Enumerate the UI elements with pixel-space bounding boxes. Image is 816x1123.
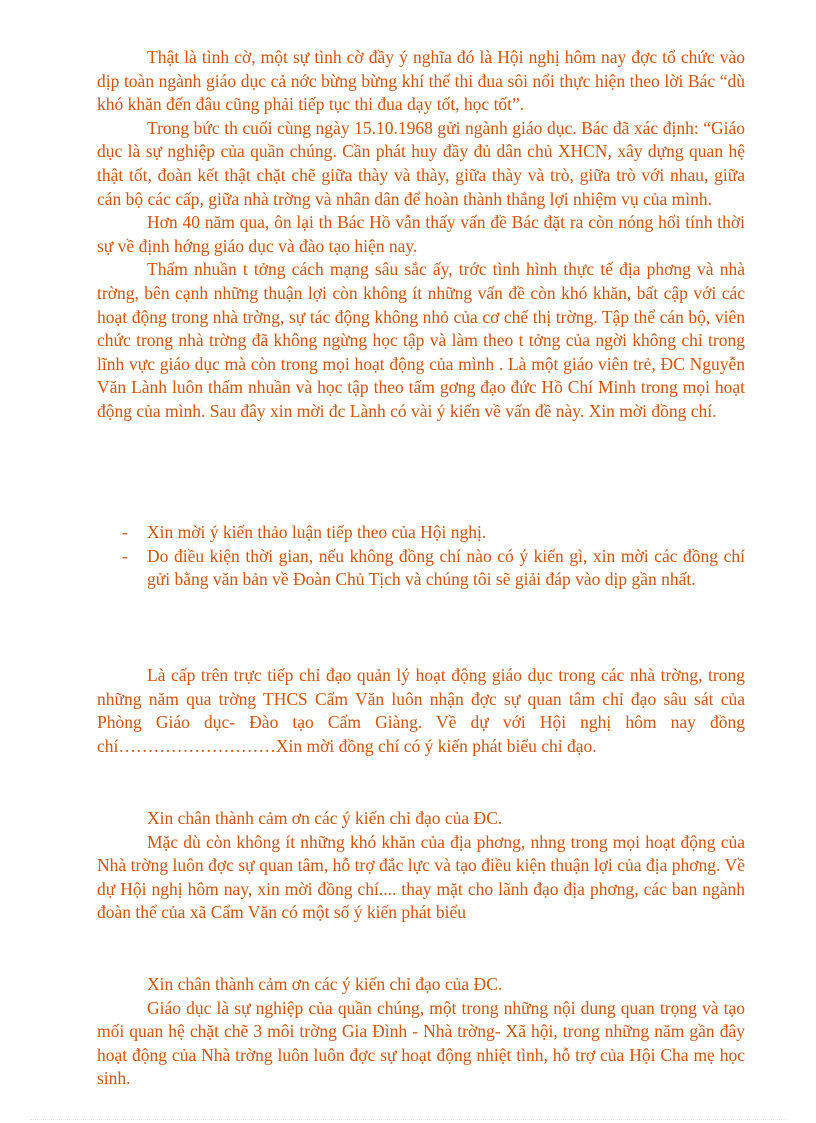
- paragraph-education-office: Là cấp trên trực tiếp chỉ đạo quản lý hoạt động giáo dục trong các nhà trờng, trong những năm qua trờng THCS Cẩm Văn luôn nhận đợc sự quan tâm chỉ đạo sâu sát của Phòng Giáo dục- Đào tạo Cẩm Giàng. Về dự với Hội nghị hôm nay đồng chí………………………Xin mời đồng chí có ý kiến phát biểu chỉ đạo.: [97, 665, 745, 756]
- list-item-text: Xin mời ý kiến thảo luận tiếp theo của Hội nghị.: [147, 522, 487, 542]
- list-item: [97, 545, 745, 592]
- paragraph-coincidence: Thật là tình cờ, một sự tình cờ đầy ý nghĩa đó là Hội nghị hôm nay đợc tổ chức vào dịp toàn ngành giáo dục cả nớc bừng bừng khí thế thi đua sôi nổi thực hiện theo lời Bác “dù khó khăn đến đâu cũng phải tiếp tục thi đua dạy tốt, học tốt”.: [97, 47, 745, 115]
- discussion-list: [97, 521, 745, 592]
- paragraph-last-letter: Trong bức th cuối cùng ngày 15.10.1968 gửi ngành giáo dục. Bác đã xác định: “Giáo dục là sự nghiệp của quần chúng. Cần phát huy đầy đủ dân chủ XHCN, xây dựng quan hệ thật tốt, đoàn kết thật chặt chẽ giữa thày và thày, giữa thày và trò, giữa trò với nhau, giữa cán bộ các cấp, giữa nhà trờng và nhân dân để hoàn thành thắng lợi nhiệm vụ của mình.: [97, 117, 745, 209]
- section-education-office: [97, 664, 745, 758]
- section-parents-association: [97, 973, 745, 1091]
- paragraph-parents-association: Giáo dục là sự nghiệp của quần chúng, một trong những nội dung quan trọng và tạo mối quan hệ chặt chẽ 3 môi trờng Gia Đình - Nhà trờng- Xã hội, trong những năm gần đây hoạt động của Nhà trờng luôn luôn đợc sự hoạt động nhiệt tình, hỗ trợ của Hội Cha mẹ học sinh.: [97, 997, 745, 1089]
- paragraph-imbued-ideology: Thấm nhuần t tởng cách mạng sâu sắc ấy, trớc tình hình thực tế địa phơng và nhà trờng, bên cạnh những thuận lợi còn không ít những vấn đề còn khó khăn, bất cập với các hoạt động trong nhà trờng, sự tác động không nhỏ của cơ chế thị trờng. Tập thể cán bộ, viên chức trong nhà trờng đã không ngừng học tập và làm theo t tởng của ngời không chỉ trong lĩnh vực giáo dục mà còn trong mọi hoạt động của mình . Là một giáo viên trẻ, ĐC Nguyễn Văn Lành luôn thấm nhuần và học tập theo tấm gơng đạo đức Hồ Chí Minh trong mọi hoạt động của mình. Sau đây xin mời đc Lành có vài ý kiến về vấn đề này. Xin mời đồng chí.: [97, 259, 745, 421]
- list-item: [97, 521, 745, 545]
- paragraph-forty-years: Hơn 40 năm qua, ôn lại th Bác Hồ vẫn thấy vấn đề Bác đặt ra còn nóng hổi tính thời sự về định hớng giáo dục và đào tạo hiện nay.: [97, 212, 745, 256]
- page-bottom-divider: [30, 1119, 786, 1120]
- section-opening: [97, 46, 745, 424]
- list-dash: -: [122, 545, 128, 566]
- list-dash: -: [122, 522, 128, 542]
- paragraph-thanks: Xin chân thành cảm ơn các ý kiến chỉ đạo của ĐC.: [147, 808, 503, 828]
- paragraph-thanks: Xin chân thành cảm ơn các ý kiến chỉ đạo của ĐC.: [147, 974, 503, 994]
- paragraph-local-support: Mặc dù còn không ít những khó khăn của địa phơng, nhng trong mọi hoạt động của Nhà trờng luôn đợc sự quan tâm, hỗ trợ đắc lực và tạo điều kiện thuận lợi của địa phơng. Về dự Hội nghị hôm nay, xin mời đồng chí.... thay mặt cho lãnh đạo địa phơng, các ban ngành đoàn thể của xã Cẩm Văn có một số ý kiến phát biểu: [97, 831, 745, 923]
- section-local-government: [97, 807, 745, 925]
- list-item-text: Do điều kiện thời gian, nếu không đồng chí nào có ý kiến gì, xin mời các đồng chí gửi bằng văn bản về Đoàn Chủ Tịch và chúng tôi sẽ giải đáp vào dịp gần nhất.: [147, 545, 745, 590]
